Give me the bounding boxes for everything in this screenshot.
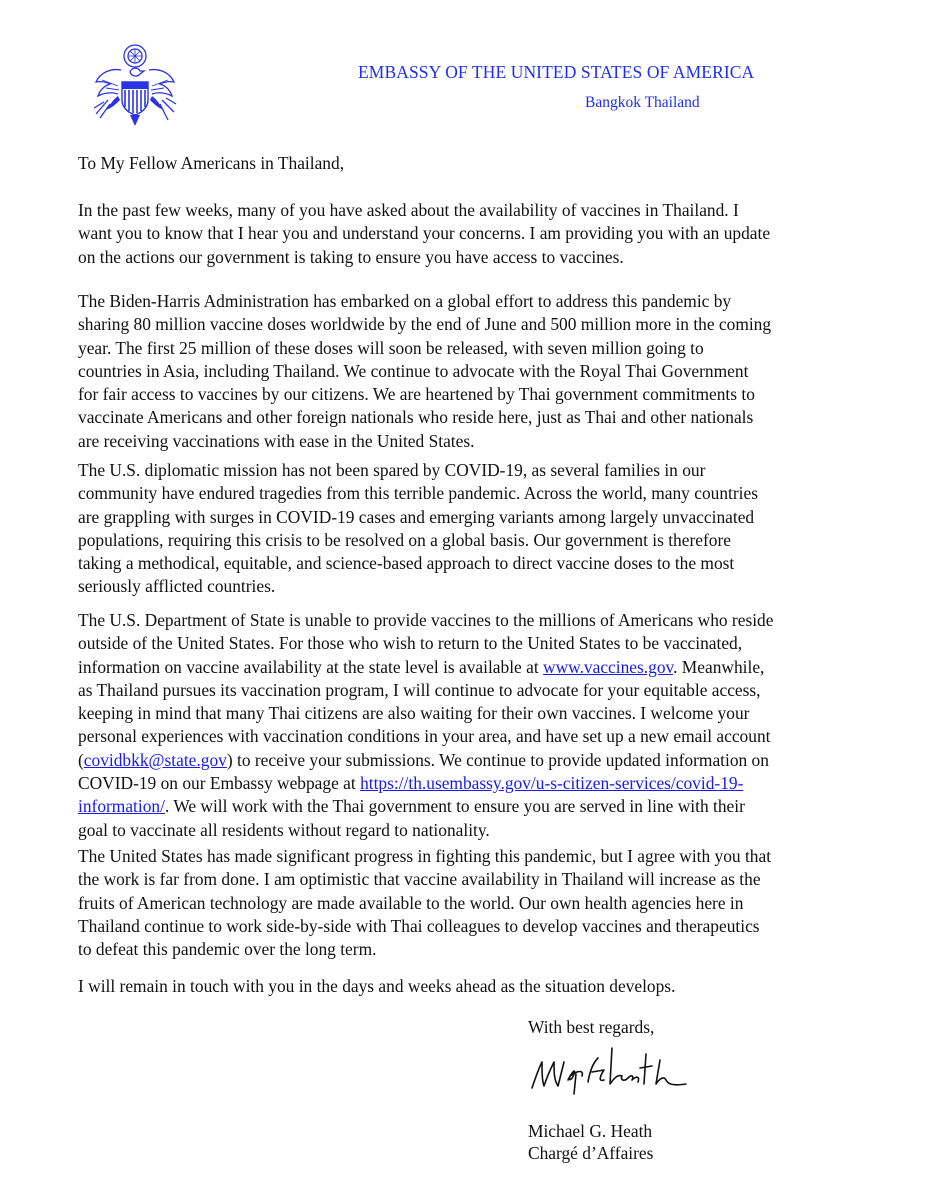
email-link[interactable]: covidbkk@state.gov [83,749,227,770]
text-line: to defeat this pandemic over the long term. [78,939,377,960]
text-line: the work is far from done. I am optimistic that vaccine availability in Thailand will increase as the [78,869,761,890]
text-line: community have endured tragedies from this terrible pandemic. Across the world, many countries [78,483,758,504]
text-line: The United States has made significant progress in fighting this pandemic, but I agree with you that [78,846,772,866]
text-line: on the actions our government is taking to ensure you have access to vaccines. [78,246,624,267]
embassy-webpage-link[interactable]: https://th.usembassy.gov/u-s-citizen-services/covid-19- [360,773,744,794]
text-line: countries in Asia, including Thailand. We continue to advocate with the Royal Thai Government [78,360,749,381]
paragraph-6 [78,975,838,998]
text-segment: COVID-19 on our Embassy webpage at [78,773,361,794]
text-segment: . Meanwhile, [673,656,765,677]
great-seal-icon [88,40,182,130]
signer-title: Chargé d’Affaires [528,1143,654,1163]
text-line [78,795,838,818]
text-line [78,772,838,795]
text-segment: ) to receive your submissions. We continue to provide updated information on [226,749,769,770]
paragraph-4 [78,609,838,842]
text-line: year. The first 25 million of these doses will soon be released, with seven million going to [78,337,704,358]
text-line: seriously afflicted countries. [78,576,276,597]
text-line: as Thailand pursues its vaccination program, I will continue to advocate for your equitable access, [78,679,761,700]
text-line: populations, requiring this crisis to be resolved on a global basis. Our government is therefore [78,529,731,550]
text-line [78,656,838,679]
paragraph-2 [78,290,838,453]
handwritten-signature-icon [528,1040,698,1100]
text-line: goal to vaccinate all residents without regard to nationality. [78,819,490,840]
embassy-city: Bangkok Thailand [585,94,700,111]
text-line: In the past few weeks, many of you have asked about the availability of vaccines in Thailand. I [78,200,739,220]
text-line: want you to know that I hear you and understand your concerns. I am providing you with an update [78,223,771,244]
text-line: sharing 80 million vaccine doses worldwide by the end of June and 500 million more in the coming [78,314,772,335]
text-line: The U.S. Department of State is unable to provide vaccines to the millions of Americans who reside [78,610,774,630]
text-line: fruits of American technology are made available to the world. Our own health agencies here in [78,892,744,913]
text-segment: . We will work with the Thai government to ensure you are served in line with their [164,796,745,817]
text-line: are grappling with surges in COVID-19 cases and emerging variants among largely unvaccinated [78,506,755,527]
text-segment: ( [78,749,84,770]
text-line: taking a methodical, equitable, and science-based approach to direct vaccine doses to the most [78,553,735,574]
text-line: are receiving vaccinations with ease in the United States. [78,430,475,451]
text-line: I will remain in touch with you in the days and weeks ahead as the situation develops. [78,976,676,996]
paragraph-3 [78,459,838,599]
text-line: for fair access to vaccines by our citizens. We are heartened by Thai government commitments to [78,384,755,405]
paragraph-5 [78,845,838,961]
text-line: The U.S. diplomatic mission has not been spared by COVID-19, as several families in our [78,460,706,480]
embassy-webpage-link-continued[interactable]: information/ [78,796,165,817]
text-line: personal experiences with vaccination conditions in your area, and have set up a new email account [78,726,771,747]
text-line: vaccinate Americans and other foreign nationals who reside here, just as Thai and other nationals [78,407,754,428]
text-line [78,749,838,772]
vaccines-gov-link[interactable]: www.vaccines.gov [543,656,674,677]
text-line: keeping in mind that many Thai citizens are also waiting for their own vaccines. I welcome your [78,703,750,724]
embassy-title: EMBASSY OF THE UNITED STATES OF AMERICA [358,62,755,82]
text-segment: information on vaccine availability at the state level is available at [78,656,544,677]
closing: With best regards, [528,1017,655,1037]
signer-name: Michael G. Heath [528,1121,653,1141]
salutation: To My Fellow Americans in Thailand, [78,153,345,173]
text-line: outside of the United States. For those who wish to return to the United States to be vaccinated, [78,633,743,654]
paragraph-1 [78,199,838,269]
text-line: Thailand continue to work side-by-side with Thai colleagues to develop vaccines and therapeutics [78,915,760,936]
text-line: The Biden-Harris Administration has embarked on a global effort to address this pandemic by [78,291,732,311]
